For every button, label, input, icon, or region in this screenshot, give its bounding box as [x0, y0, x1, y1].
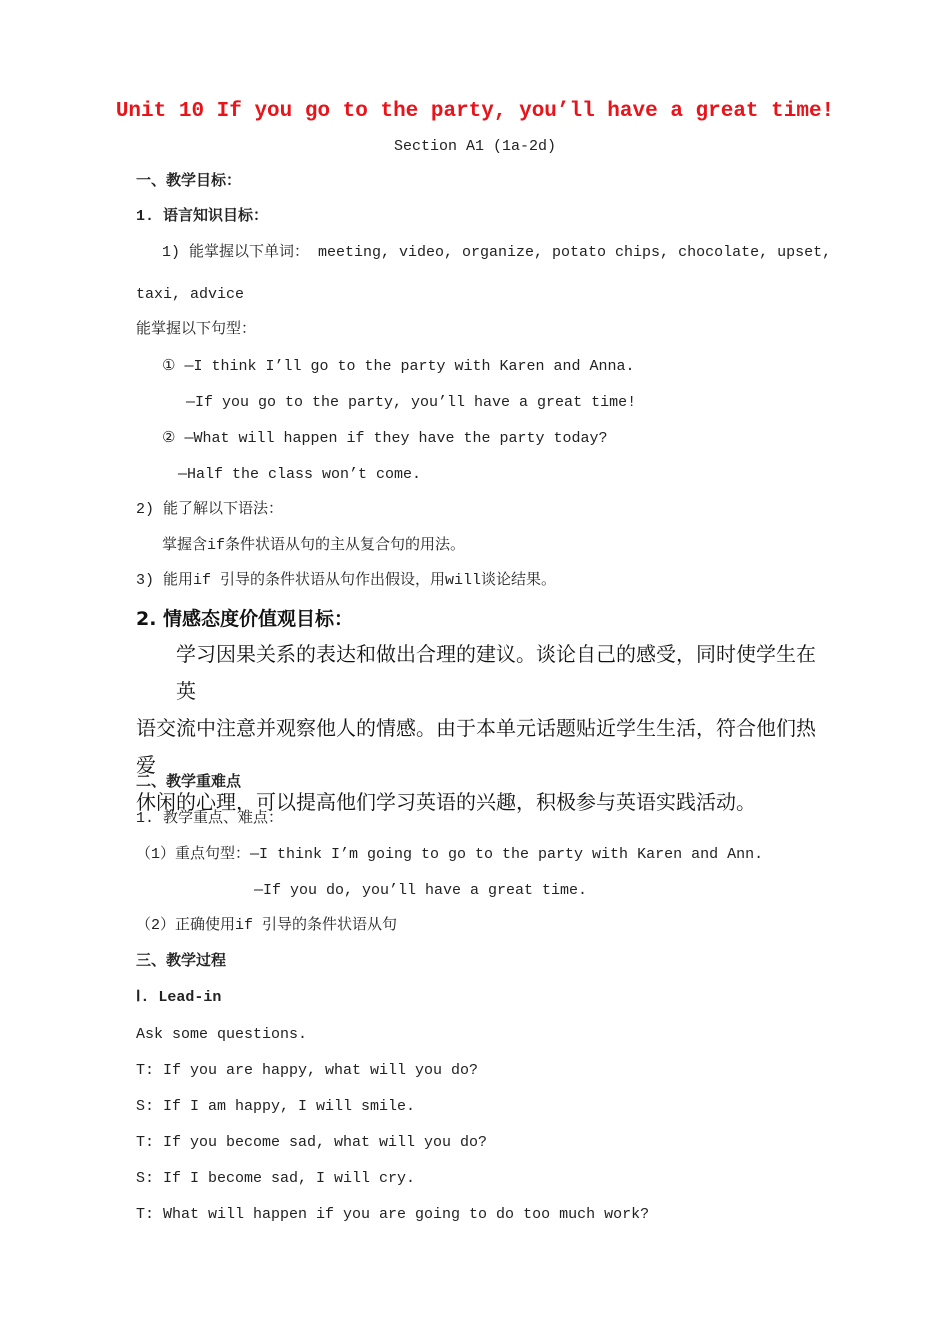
dialogue-line-1: T: If you are happy, what will you do?: [136, 1062, 479, 1079]
heading-affective-objectives: 2. 情感态度价值观目标：: [136, 608, 354, 630]
heading-lead-in: Ⅰ. Lead-in: [136, 989, 222, 1006]
key-sentence-line-1: （1）重点句型：—I think I’m going to go to the party with Karen and Ann.: [136, 846, 764, 863]
affective-objectives-paragraph: [136, 636, 816, 821]
paragraph-line-2: 语交流中注意并观察他人的情感。由于本单元话题贴近学生生活，符合他们热爱: [136, 716, 816, 777]
grammar-item: 掌握含if条件状语从句的主从复合句的用法。: [162, 537, 466, 554]
dialogue-line-3: T: If you become sad, what will you do?: [136, 1134, 488, 1151]
sentence-patterns-label: 能掌握以下句型：: [136, 321, 257, 338]
usage-item: 3) 能用if 引导的条件状语从句作出假设，用will谈论结果。: [136, 572, 557, 589]
vocabulary-line-continued: taxi, advice: [136, 286, 245, 303]
pattern-1-line-1: ① —I think I’ll go to the party with Karen and Anna.: [162, 358, 635, 375]
heading-language-knowledge: 1. 语言知识目标：: [136, 208, 269, 225]
dialogue-line-5: T: What will happen if you are going to do too much work?: [136, 1206, 650, 1223]
heading-teaching-process: 三、教学过程: [136, 953, 227, 970]
pattern-1-line-2: —If you go to the party, you’ll have a great time!: [186, 394, 637, 411]
section-subtitle: Section A1 (1a-2d): [393, 138, 557, 155]
heading-key-points: 二、教学重难点: [136, 774, 242, 791]
key-points-label: 1. 教学重点、难点：: [136, 810, 284, 827]
dialogue-line-2: S: If I am happy, I will smile.: [136, 1098, 416, 1115]
pattern-2-line-1: ② —What will happen if they have the party today?: [162, 430, 608, 447]
grammar-label: 2) 能了解以下语法：: [136, 501, 284, 518]
key-point-2: （2）正确使用if 引导的条件状语从句: [136, 917, 398, 934]
paragraph-line-1: 学习因果关系的表达和做出合理的建议。谈论自己的感受，同时使学生在英: [176, 642, 816, 703]
dialogue-line-4: S: If I become sad, I will cry.: [136, 1170, 416, 1187]
pattern-2-line-2: —Half the class won’t come.: [178, 466, 422, 483]
heading-teaching-objectives: 一、教学目标：: [136, 173, 242, 190]
unit-title: Unit 10 If you go to the party, you’ll have a great time!: [115, 100, 835, 123]
dialogue-intro: Ask some questions.: [136, 1026, 308, 1043]
key-sentence-line-2: —If you do, you’ll have a great time.: [254, 882, 588, 899]
vocabulary-line: 1) 能掌握以下单词： meeting, video, organize, potato chips, chocolate, upset,: [162, 244, 832, 261]
paragraph-line-3: 休闲的心理，可以提高他们学习英语的兴趣，积极参与英语实践活动。: [136, 790, 756, 814]
